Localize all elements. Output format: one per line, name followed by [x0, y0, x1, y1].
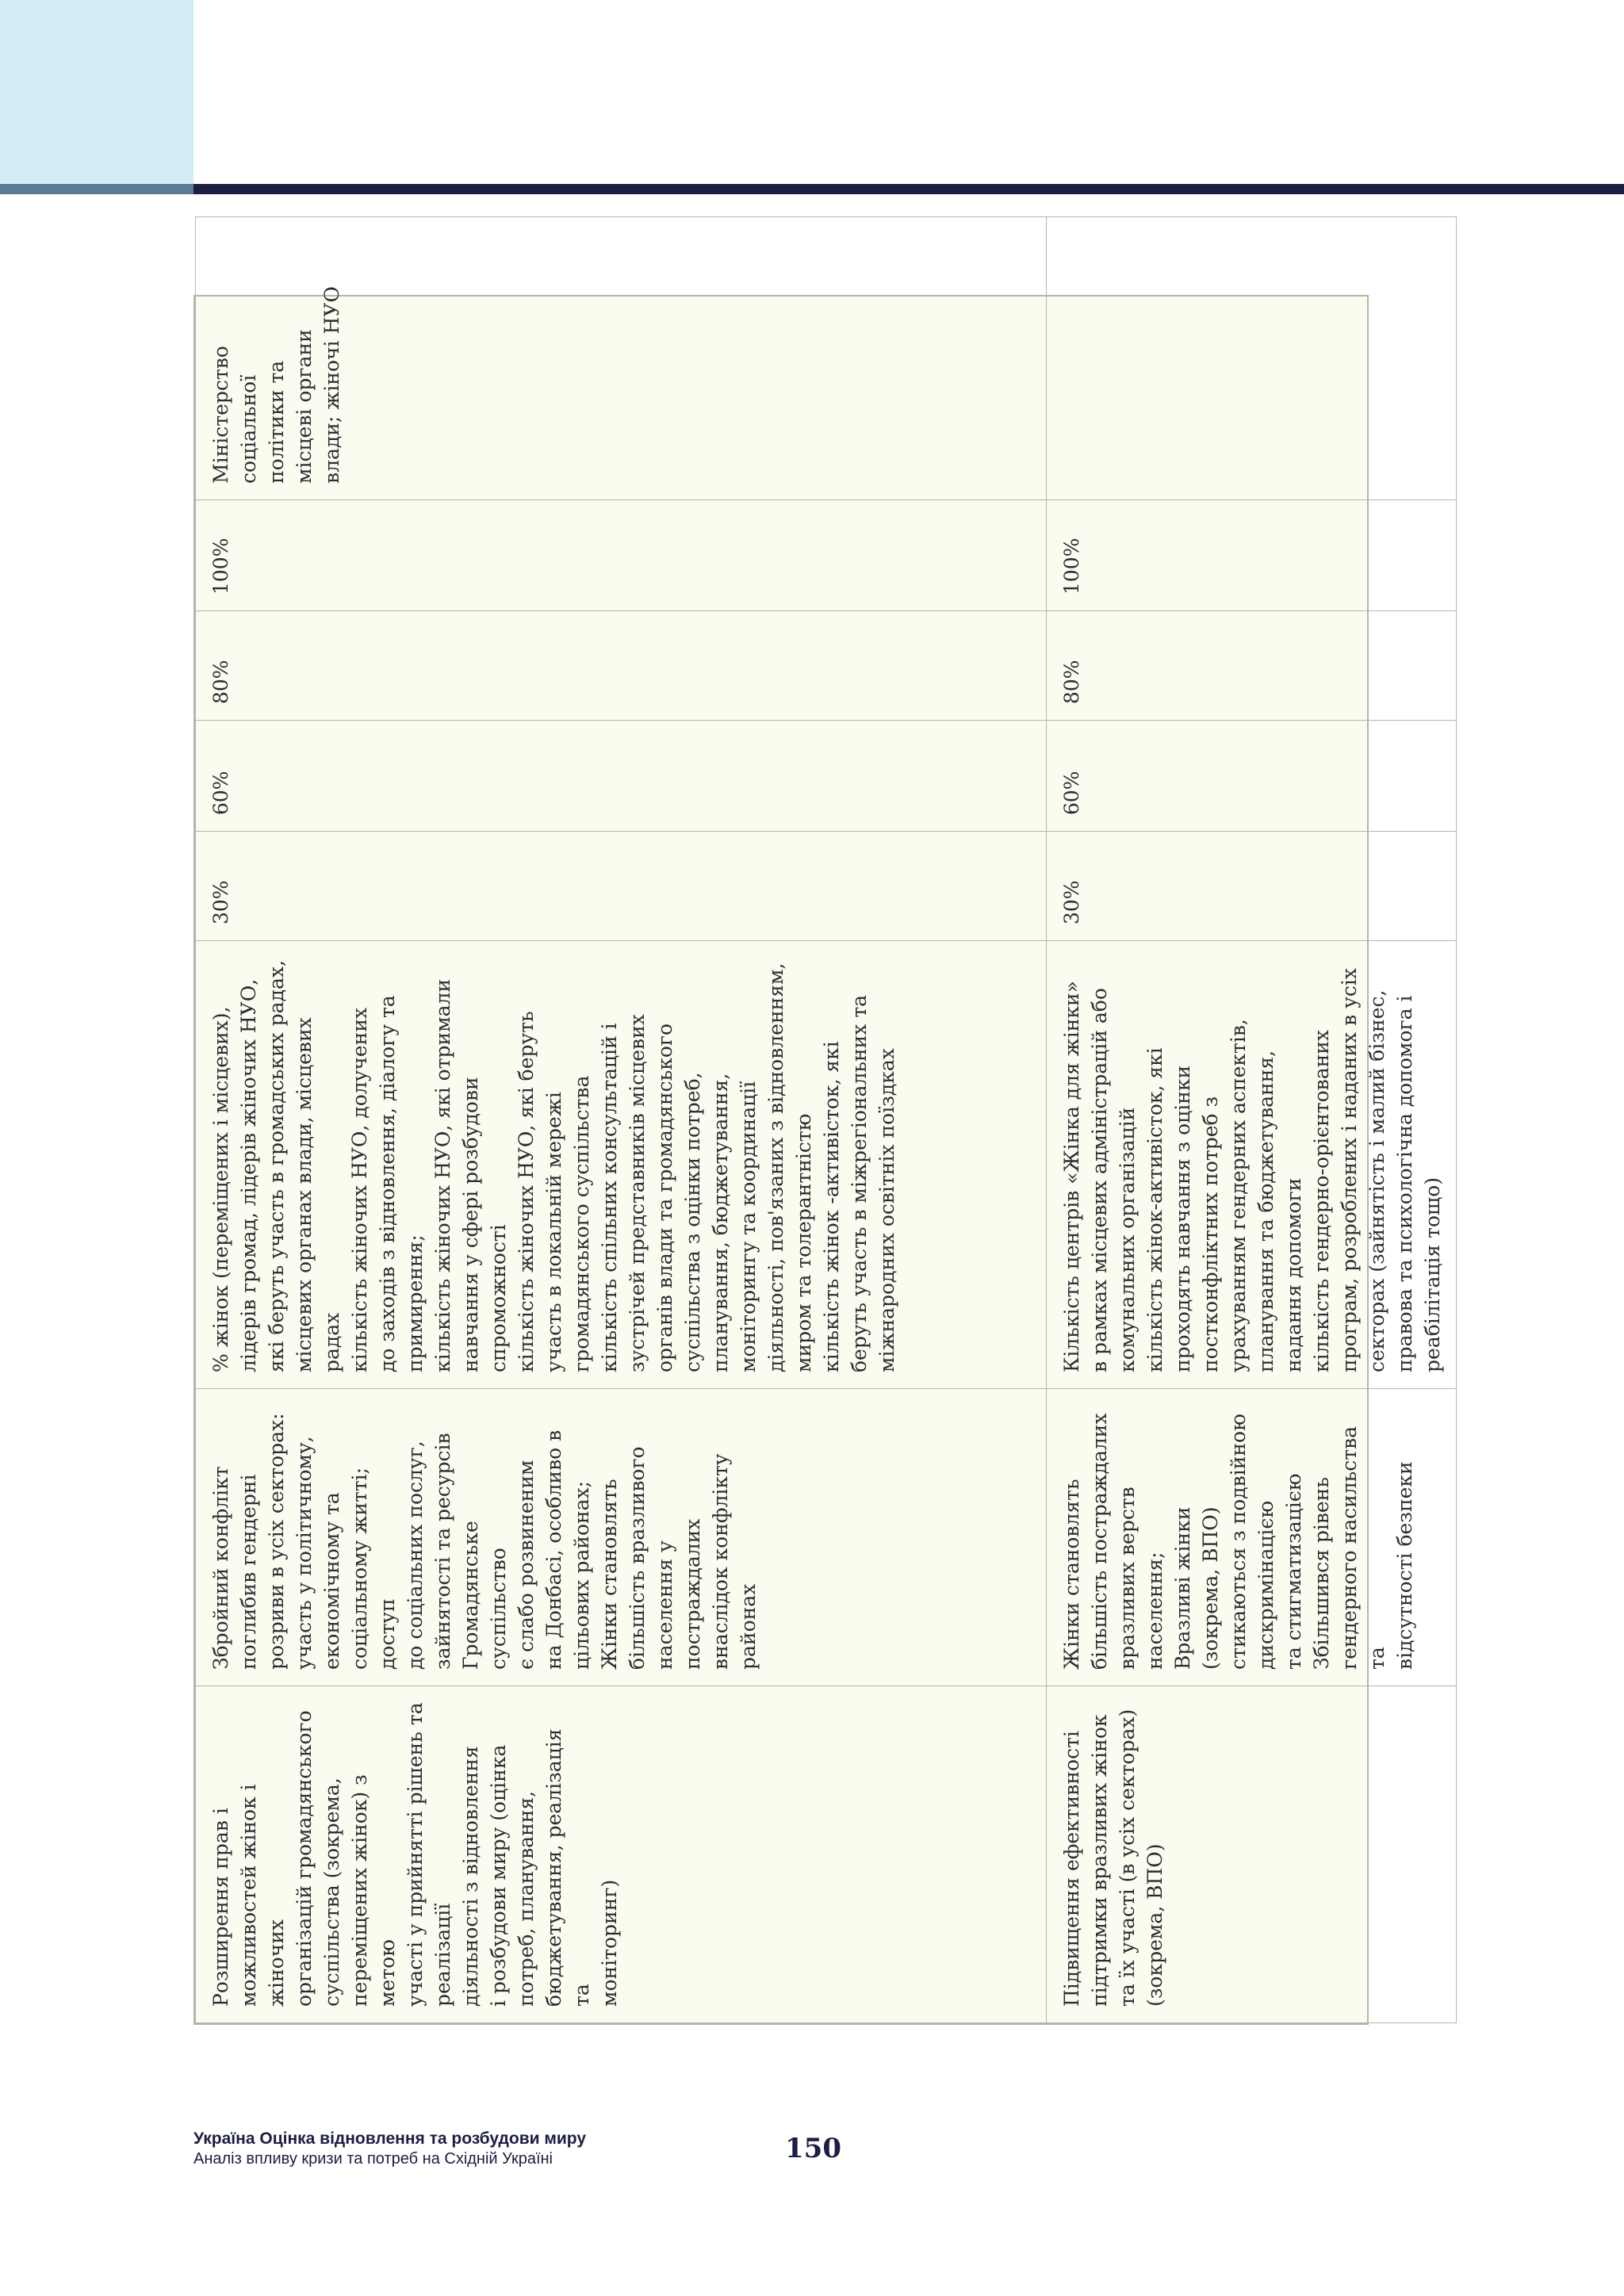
cell-line: надання допомоги [1282, 1177, 1305, 1372]
cell-line: відсутності безпеки [1393, 1461, 1416, 1670]
cell-line: населення; [1143, 1552, 1166, 1670]
cell-line: проходять навчання з оцінки [1171, 1065, 1194, 1372]
cell-line: потреб, планування, [515, 1790, 538, 2007]
cell-line: гендерного насильства та [1338, 1425, 1388, 1670]
cell-line: кількість жінок-активісток, які [1143, 1047, 1166, 1372]
cell-context [196, 1389, 1047, 1686]
results-table [195, 216, 1457, 2023]
cell-line: реабілітація тощо) [1421, 1177, 1444, 1372]
cell-line: спроможності [487, 1224, 510, 1372]
cell-line: Підвищення ефективності [1060, 1731, 1083, 2007]
cell-line: зайнятості та ресурсів [431, 1433, 454, 1670]
cell-line: діяльності, пов'язаних з відновленням, [764, 962, 787, 1372]
cell-line: суспільства (зокрема, [320, 1777, 343, 2007]
cell-line: які беруть участь в громадських радах, [265, 960, 288, 1372]
cell-responsible [196, 217, 1047, 500]
cell-line: міжнародних освітніх поїздках [875, 1048, 898, 1372]
cell-line: населення у постраждалих [653, 1518, 704, 1670]
cell-line: соціальному житті; доступ [348, 1467, 399, 1670]
header-corner-block [0, 0, 193, 184]
header-bar-left [0, 184, 193, 194]
cell-line: і розбудови миру (оцінка [487, 1744, 510, 2007]
cell-line: планування та бюджетування, [1254, 1050, 1277, 1372]
cell-indicators [196, 941, 1047, 1389]
cell-target-3: 80% [196, 611, 1047, 721]
cell-line: суспільства з оцінки потреб, [681, 1072, 704, 1372]
cell-line: кількість жіночих НУО, які беруть [515, 1011, 538, 1372]
cell-line: цільових районах; [570, 1480, 593, 1670]
cell-line: дискримінацією [1254, 1500, 1277, 1670]
cell-line: бюджетування, реалізація та [542, 1728, 593, 2007]
cell-line: політики та [265, 360, 288, 484]
cell-line: примирення; [404, 1234, 427, 1372]
cell-target-1: 30% [196, 832, 1047, 941]
cell-line: Жінки становлять [598, 1479, 621, 1670]
cell-line: моніторинг) [598, 1879, 621, 2007]
cell-target-4: 100% [1047, 500, 1457, 611]
cell-context [1047, 1389, 1457, 1686]
cell-line: переміщених жінок) з метою [348, 1774, 399, 2007]
cell-target-1: 30% [1047, 832, 1457, 941]
cell-line: вразливих верств [1116, 1487, 1139, 1670]
cell-line: Розширення прав і [209, 1808, 232, 2007]
cell-responsible [1047, 217, 1457, 500]
cell-line: реалізації [431, 1903, 454, 2007]
cell-line: кількість спільних консультацій і [598, 1023, 621, 1372]
cell-target-3: 80% [1047, 611, 1457, 721]
cell-line: постконфліктних потреб з [1199, 1096, 1222, 1372]
cell-line: секторах (зайнятість і малий бізнес, [1365, 989, 1388, 1372]
results-table-frame [193, 286, 1444, 2025]
cell-line: радах [320, 1312, 343, 1372]
cell-line: поглибив гендерні [237, 1474, 260, 1670]
results-table-rotated [195, 286, 1444, 2023]
cell-line: та їх участі (в усіх секторах) [1116, 1709, 1139, 2007]
cell-line: можливостей жінок і жіночих [237, 1784, 288, 2007]
cell-line: беруть участь в міжрегіональних та [848, 994, 871, 1372]
cell-goal [196, 1686, 1047, 2023]
cell-goal [1047, 1686, 1457, 2023]
footer-report-title: Україна Оцінка відновлення та розбудови миру [193, 2130, 587, 2148]
footer-report-subtitle: Аналіз впливу кризи та потреб на Східній Україні [193, 2150, 553, 2168]
cell-line: зустрічей представників місцевих [626, 1014, 649, 1372]
cell-line: Збільшився рівень [1310, 1477, 1333, 1670]
cell-line: місцеві органи [293, 329, 316, 484]
cell-line: до соціальних послуг, [404, 1441, 427, 1670]
cell-line: місцевих органах влади, місцевих [293, 1017, 316, 1372]
cell-line: Вразливі жінки [1171, 1506, 1194, 1670]
cell-line: лідерів громад, лідерів жіночих НУО, [237, 978, 260, 1372]
cell-line: Збройний конфлікт [209, 1466, 232, 1670]
cell-line: участь у політичному, [293, 1436, 316, 1670]
cell-line: Міністерство [209, 346, 232, 484]
cell-target-2: 60% [196, 721, 1047, 832]
cell-line: економічному та [320, 1492, 343, 1670]
cell-indicators [1047, 941, 1457, 1389]
cell-line: правова та психологічна допомога і [1393, 995, 1416, 1372]
cell-line: кількість жінок -активісток, які [820, 1041, 843, 1372]
cell-line: кількість жіночих НУО, які отримали [431, 978, 454, 1372]
cell-line: підтримки вразливих жінок [1088, 1714, 1111, 2007]
cell-line: та стигматизацією [1282, 1473, 1305, 1670]
cell-line: діяльності з відновлення [459, 1746, 482, 2007]
cell-line: Жінки становлять [1060, 1479, 1083, 1670]
cell-line: участі у прийнятті рішень та [404, 1702, 427, 2007]
cell-line: в рамках місцевих адміністрацій або [1088, 988, 1111, 1372]
cell-line: громадянського суспільства [570, 1075, 593, 1372]
cell-line: більшість вразливого [626, 1446, 649, 1670]
cell-line: Кількість центрів «Жінка для жінки» [1060, 981, 1083, 1372]
cell-target-2: 60% [1047, 721, 1457, 832]
cell-line: на Донбасі, особливо в [542, 1429, 565, 1670]
cell-line: органів влади та громадянського [653, 1023, 676, 1372]
cell-line: є слабо розвиненим [515, 1460, 538, 1670]
cell-line: більшість постраждалих [1088, 1413, 1111, 1670]
cell-line: влади; жіночі НУО [320, 286, 343, 484]
table-row [196, 217, 1047, 2023]
cell-line: навчання у сфері розбудови [459, 1077, 482, 1372]
cell-line: програм, розроблених і наданих в усіх [1338, 968, 1361, 1372]
cell-line: урахуванням гендерних аспектів, [1227, 1019, 1250, 1372]
cell-line: % жінок (переміщених і місцевих), [209, 1006, 232, 1372]
cell-line: моніторингу та координації [737, 1081, 760, 1372]
cell-line: участь в локальній мережі [542, 1092, 565, 1372]
cell-line: кількість жіночих НУО, долучених [348, 1007, 371, 1372]
cell-line: Громадянське суспільство [459, 1521, 510, 1670]
cell-line: до заходів з відновлення, діалогу та [376, 995, 399, 1372]
cell-line: планування, бюджетування, [709, 1073, 732, 1372]
cell-line: організацій громадянського [293, 1710, 316, 2007]
cell-line: соціальної [237, 374, 260, 484]
cell-line: миром та толерантністю [792, 1113, 815, 1372]
cell-line: внаслідок конфлікту [709, 1453, 732, 1670]
cell-line: районах [737, 1583, 760, 1670]
cell-line: комунальних організацій [1116, 1107, 1139, 1372]
page-number: 150 [785, 2133, 841, 2164]
cell-line: стикаються з подвійною [1227, 1414, 1250, 1670]
header-bar-right [193, 184, 1624, 194]
cell-line: (зокрема, ВПО) [1199, 1506, 1222, 1670]
cell-target-4: 100% [196, 500, 1047, 611]
table-row [1047, 217, 1457, 2023]
cell-line: (зокрема, ВПО) [1143, 1843, 1166, 2007]
cell-line: кількість гендерно-орієнтованих [1310, 1029, 1333, 1372]
cell-line: розриви в усіх секторах: [265, 1413, 288, 1670]
